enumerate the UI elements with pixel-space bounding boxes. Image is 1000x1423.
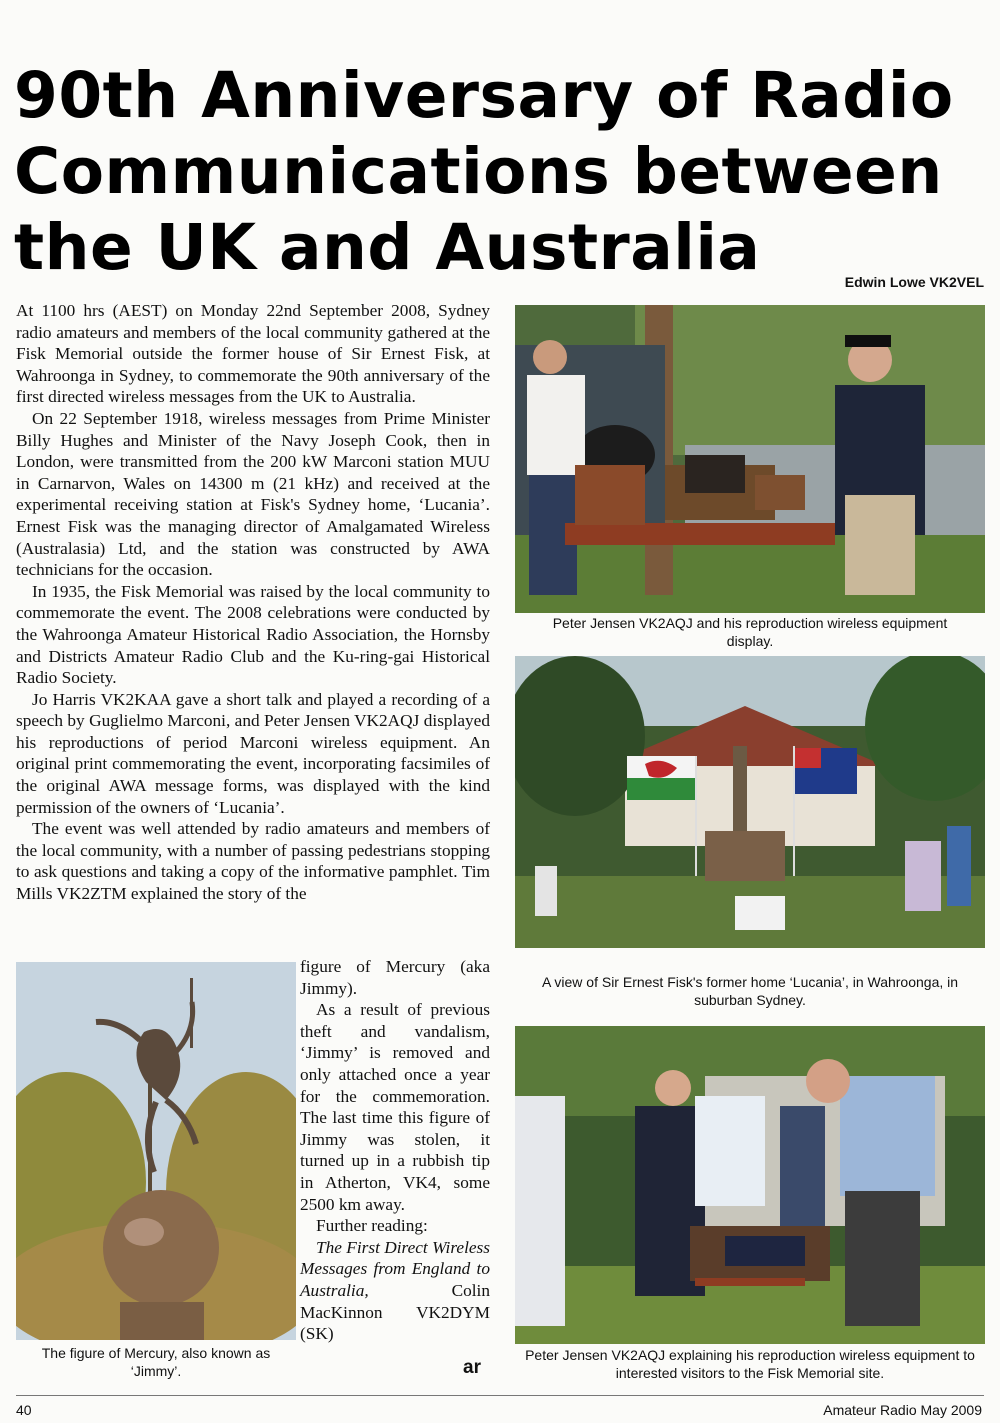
side-column-text [300, 956, 490, 1345]
article-author: Edwin Lowe VK2VEL [844, 274, 984, 290]
photo-mercury-statue [16, 962, 296, 1340]
photo-equipment-display [515, 305, 985, 613]
body-paragraph: Jo Harris VK2KAA gave a short talk and played a recording of a speech by Guglielmo Marconi, and Peter Jensen VK2AQJ displayed his reproductions of period Marconi wireless equipment. An original print commemorating the event, incorporating facsimiles of the original AWA message forms, was displayed with the kind permission of the owners of ‘Lucania’. [16, 689, 490, 817]
side-paragraph: Further reading: [316, 1216, 428, 1236]
body-paragraph: At 1100 hrs (AEST) on Monday 22nd September 2008, Sydney radio amateurs and members of the local community gathered at the Fisk Memorial outside the former house of Sir Ernest Fisk, at Wahroonga in Sydney, to commemorate the 90th anniversary of the first directed wireless messages from the UK to Australia. [16, 301, 490, 407]
caption-visitors-equipment: Peter Jensen VK2AQJ explaining his reproduction wireless equipment to interested visitors to the Fisk Memorial site. [525, 1347, 975, 1381]
further-reading-entry [300, 1237, 490, 1345]
side-paragraph: As a result of previous theft and vandalism, ‘Jimmy’ is removed and only attached once a year for the commemoration. The last time this figure of Jimmy was stolen, it turned up in a rubbish tip in Atherton, VK4, some 2500 km away. [300, 1000, 490, 1214]
body-paragraph: On 22 September 1918, wireless messages from Prime Minister Billy Hughes and Minister of the Navy Joseph Cook, then in London, were transmitted from the 200 kW Marconi station MUU in Carnarvon, Wales on 14300 m (21 kHz) and received at the experimental receiving station at Fisk's Sydney home, ‘Lucania’. Ernest Fisk was the managing director of Amalgamated Wireless (Australasia) Ltd, and the station was constructed by AWA technicians for the occasion. [16, 408, 490, 580]
caption-mercury-statue: The figure of Mercury, also known as ‘Jimmy’. [41, 1345, 271, 1379]
caption-equipment-display: Peter Jensen VK2AQJ and his reproduction wireless equipment display. [552, 615, 948, 649]
photo-visitors-equipment [515, 1026, 985, 1344]
end-of-article-mark: ar [463, 1357, 481, 1378]
side-paragraph: figure of Mercury (aka Jimmy). [300, 957, 490, 998]
caption-lucania-memorial: A view of Sir Ernest Fisk's former home ‘Lucania’, in Wahroonga, in suburban Sydney. [541, 974, 959, 1008]
footer-rule [16, 1395, 984, 1396]
book-title: The First Direct Wireless Messages from England to Australia, [300, 1237, 490, 1300]
book-author: Colin MacKinnon VK2DYM (SK) [300, 1280, 490, 1344]
article-title: 90th Anniversary of Radio Communications between the UK and Australia [14, 59, 954, 284]
body-paragraph: The event was well attended by radio amateurs and members of the local community, with a number of passing pedestrians stopping to ask questions and taking a copy of the informative pamphlet. Tim Mills VK2ZTM explained the story of the [16, 819, 490, 904]
page-number: 40 [16, 1402, 32, 1418]
photo-lucania-memorial [515, 656, 985, 948]
article-body [16, 300, 490, 905]
magazine-issue: Amateur Radio May 2009 [823, 1402, 982, 1418]
body-paragraph: In 1935, the Fisk Memorial was raised by the local community to commemorate the event. The 2008 celebrations were conducted by the Wahroonga Amateur Historical Radio Association, the Hornsby and Districts Amateur Radio Club and the Ku-ring-gai Historical Radio Society. [16, 581, 490, 688]
